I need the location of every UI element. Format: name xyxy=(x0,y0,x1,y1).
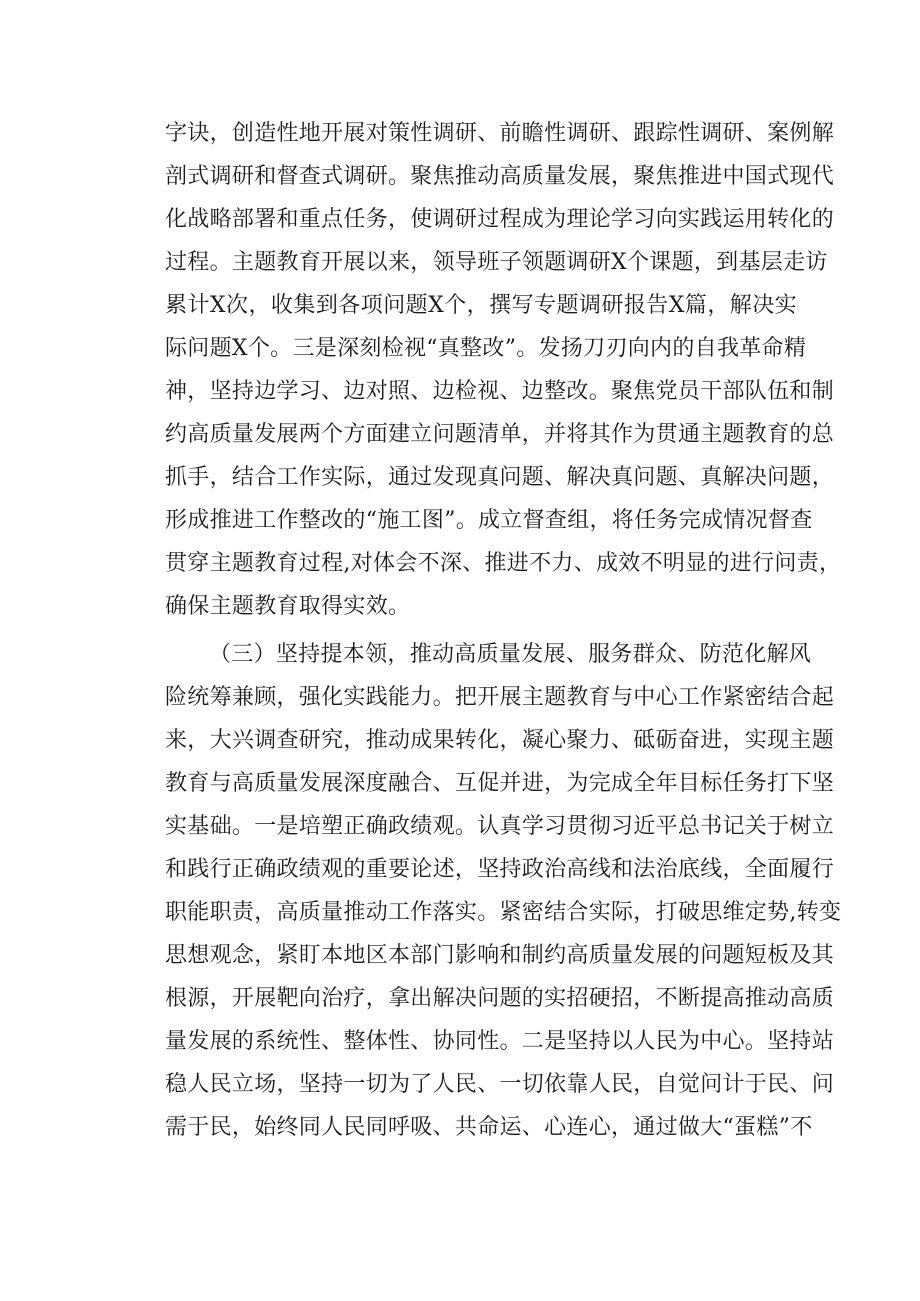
document-body xyxy=(165,112,842,1149)
paragraph-line: 神，坚持边学习、边对照、边检视、边整改。聚焦党员干部队伍和制 xyxy=(165,379,835,404)
paragraph-line: 职能职责，高质量推动工作落实。紧密结合实际，打破思维定势,转变 xyxy=(165,900,842,925)
paragraph-line: 稳人民立场，坚持一切为了人民、一切依靠人民，自觉问计于民、问 xyxy=(165,1072,835,1097)
paragraph-line: 化战略部署和重点任务，使调研过程成为理论学习向实践运用转化的 xyxy=(165,207,835,232)
paragraph-line: 贯穿主题教育过程,对体会不深、推进不力、成效不明显的进行问责， xyxy=(165,551,842,576)
paragraph-line: 教育与高质量发展深度融合、互促并进，为完成全年目标任务打下坚 xyxy=(165,771,835,796)
paragraph-line: 剖式调研和督查式调研。聚焦推动高质量发展，聚焦推进中国式现代 xyxy=(165,164,835,189)
paragraph-line: 际问题X个。三是深刻检视“真整改”。发扬刀刃向内的自我革命精 xyxy=(165,336,807,361)
paragraph-1 xyxy=(165,112,842,628)
paragraph-line: 来，大兴调查研究，推动成果转化，凝心聚力、砥砺奋进，实现主题 xyxy=(165,728,835,753)
paragraph-line: 字诀，创造性地开展对策性调研、前瞻性调研、跟踪性调研、案例解 xyxy=(165,121,835,146)
paragraph-line: 抓手，结合工作实际，通过发现真问题、解决真问题、真解决问题， xyxy=(165,465,835,490)
paragraph-line: 形成推进工作整改的“施工图”。成立督查组，将任务完成情况督查 xyxy=(165,508,813,533)
paragraph-line: 量发展的系统性、整体性、协同性。二是坚持以人民为中心。坚持站 xyxy=(165,1029,835,1054)
paragraph-line: 约高质量发展两个方面建立问题清单，并将其作为贯通主题教育的总 xyxy=(165,422,835,447)
paragraph-line: 确保主题教育取得实效。 xyxy=(165,594,411,619)
paragraph-line: 实基础。一是培塑正确政绩观。认真学习贯彻习近平总书记关于树立 xyxy=(165,814,835,839)
paragraph-line: （三）坚持提本领，推动高质量发展、服务群众、防范化解风 xyxy=(209,642,812,667)
paragraph-line: 和践行正确政绩观的重要论述，坚持政治高线和法治底线，全面履行 xyxy=(165,857,835,882)
paragraph-line: 需于民，始终同人民同呼吸、共命运、心连心，通过做大“蛋糕”不 xyxy=(165,1115,813,1140)
paragraph-line: 累计X次，收集到各项问题X个，撰写专题调研报告X篇，解决实 xyxy=(165,293,797,318)
paragraph-line: 思想观念，紧盯本地区本部门影响和制约高质量发展的问题短板及其 xyxy=(165,943,835,968)
paragraph-line: 险统筹兼顾，强化实践能力。把开展主题教育与中心工作紧密结合起 xyxy=(165,685,835,710)
paragraph-2 xyxy=(165,633,842,1149)
paragraph-line: 过程。主题教育开展以来，领导班子领题调研X个课题，到基层走访 xyxy=(165,250,828,275)
paragraph-line: 根源，开展靶向治疗，拿出解决问题的实招硬招，不断提高推动高质 xyxy=(165,986,835,1011)
